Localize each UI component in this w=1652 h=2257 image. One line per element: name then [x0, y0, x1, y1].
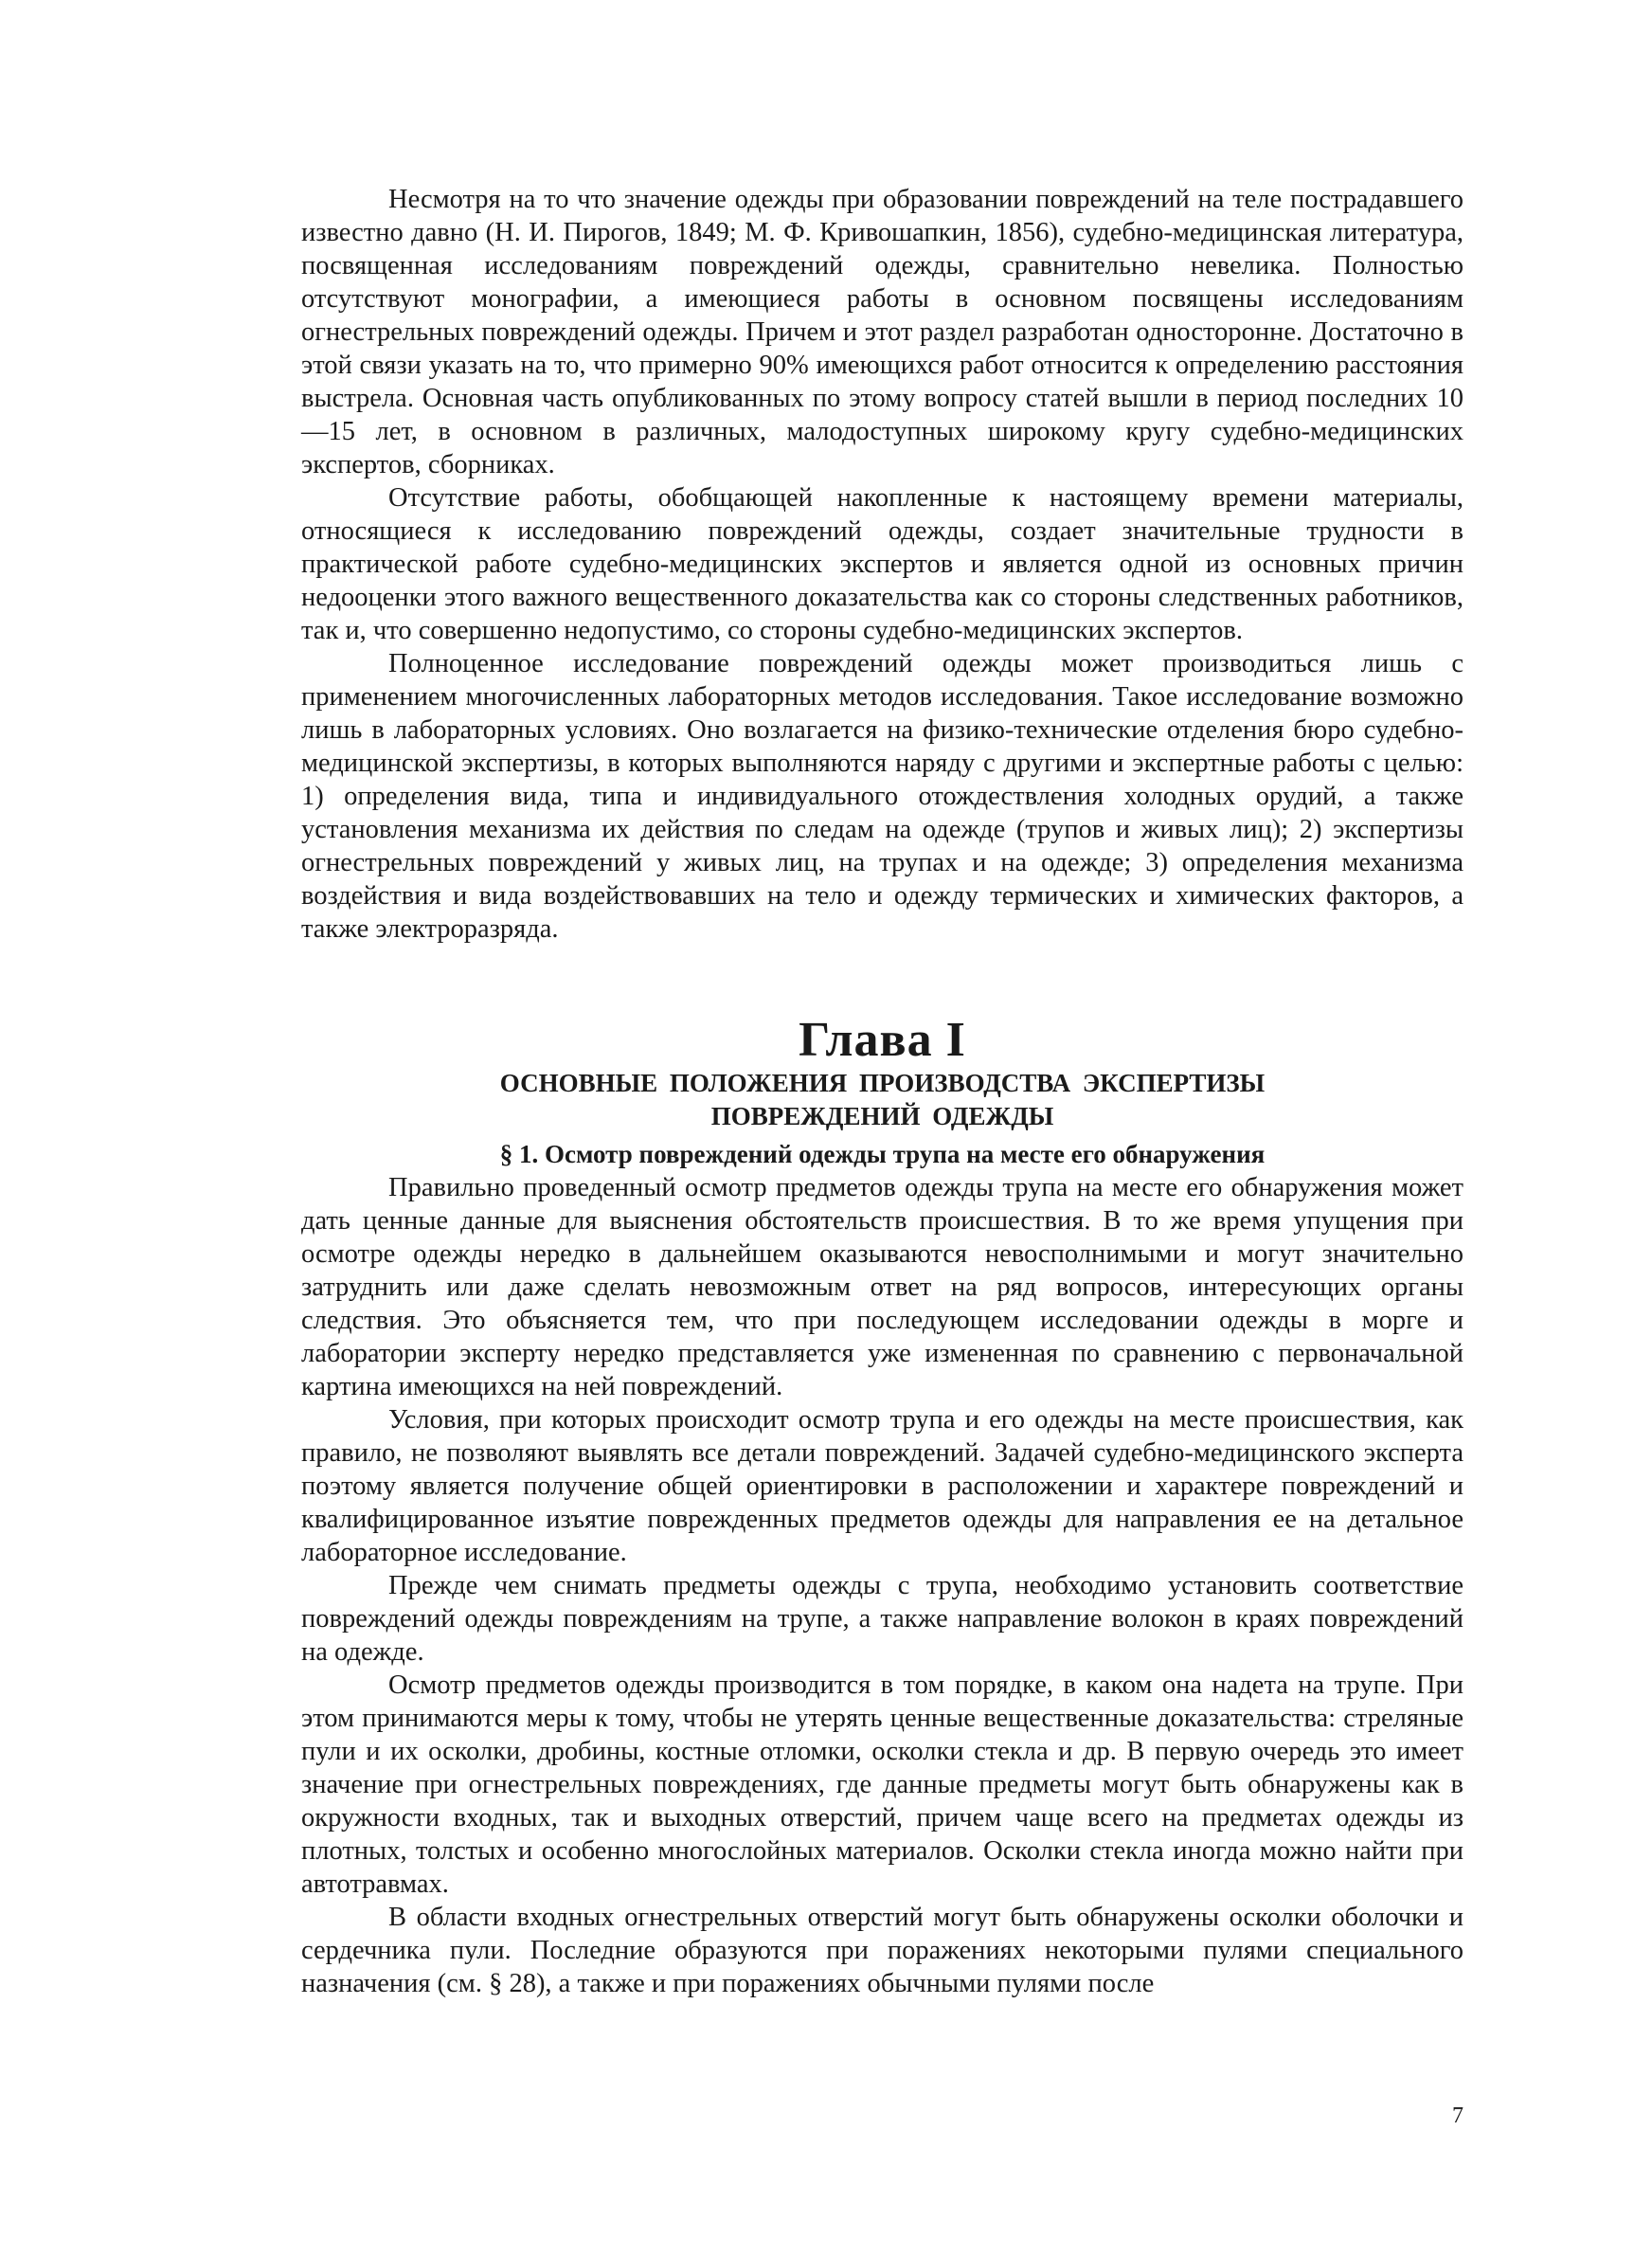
section-title: § 1. Осмотр повреждений одежды трупа на месте его обнаружения — [499, 1140, 1266, 1168]
intro-paragraph: Несмотря на то что значение одежды при образовании повреждений на теле пострадавшего известно давно (Н. И. Пирогов, 1849; М. Ф. Кривошапкин, 1856), судебно-медицинская литература, посвященная исследованиям повреждений одежды, сравнительно невелика. Полностью отсутствуют монографии, а имеющиеся работы в основном посвящены исследованиям огнестрельных повреждений одежды. Причем и этот раздел разработан односторонне. Достаточно в этой связи указать на то, что примерно 90% имеющихся работ относится к определению расстояния выстрела. Основная часть опубликованных по этому вопросу статей вышли в период последних 10—15 лет, в основном в различных, малодоступных широкому кругу судебно-медицинских экспертов, сборниках. — [301, 185, 1463, 479]
chapter-subtitle-line: ОСНОВНЫЕ ПОЛОЖЕНИЯ ПРОИЗВОДСТВА ЭКСПЕРТИЗЫ — [499, 1069, 1266, 1097]
section-paragraph: Осмотр предметов одежды производится в том порядке, в каком она надета на трупе. При этом принимаются меры к тому, чтобы не утерять ценные вещественные доказательства: стреляные пули и их осколки, дробины, костные отломки, осколки стекла и др. В первую очередь это имеет значение при огнестрельных повреждениях, где данные предметы могут быть обнаружены как в окружности входных, так и выходных отверстий, причем чаще всего на предметах одежды из плотных, толстых и особенно многослойных материалов. Осколки стекла иногда можно найти при автотравмах. — [301, 1670, 1463, 1899]
intro-paragraph: Отсутствие работы, обобщающей накопленные к настоящему времени материалы, относящиеся к исследованию повреждений одежды, создает значительные трудности в практической работе судебно-медицинских экспертов и является одной из основных причин недооценки этого важного вещественного доказательства как со стороны следственных работников, так и, что совершенно недопустимо, со стороны судебно-медицинских экспертов. — [301, 483, 1463, 645]
chapter-subtitle-line: ПОВРЕЖДЕНИЙ ОДЕЖДЫ — [710, 1102, 1054, 1130]
section-text — [301, 1171, 1463, 2000]
section-paragraph: Правильно проведенный осмотр предметов одежды трупа на месте его обнаружения может дать ценные данные для выяснения обстоятельств происшествия. В то же время упущения при осмотре одежды нередко в дальнейшем оказываются невосполнимыми и могут значительно затруднить или даже сделать невозможным ответ на ряд вопросов, интересующих органы следствия. Это объясняется тем, что при последующем исследовании одежды в морге и лаборатории эксперту нередко представляется уже измененная по сравнению с первоначальной картина имеющихся на ней повреждений. — [301, 1173, 1463, 1401]
page-number: 7 — [1452, 2104, 1463, 2128]
intro-text — [301, 183, 1463, 946]
intro-paragraph: Полноценное исследование повреждений одежды может производиться лишь с применением многочисленных лабораторных методов исследования. Такое исследование возможно лишь в лабораторных условиях. Оно возлагается на физико-технические отделения бюро судебно-медицинской экспертизы, в которых выполняются наряду с другими и экспертные работы с целью: 1) определения вида, типа и индивидуального отождествления холодных орудий, а также установления механизма их действия по следам на одежде (трупов и живых лиц); 2) экспертизы огнестрельных повреждений у живых лиц, на трупах и на одежде; 3) определения механизма воздействия и вида воздействовавших на тело и одежду термических и химических факторов, а также электроразряда. — [301, 649, 1463, 944]
section-paragraph: Условия, при которых происходит осмотр трупа и его одежды на месте происшествия, как правило, не позволяют выявлять все детали повреждений. Задачей судебно-медицинского эксперта поэтому является получение общей ориентировки в расположении и характере повреждений и квалифицированное изъятие поврежденных предметов одежды для направления ее на детальное лабораторное исследование. — [301, 1405, 1463, 1567]
chapter-title: Глава I — [799, 1013, 966, 1067]
chapter-subtitle — [301, 1067, 1463, 1133]
section-paragraph: Прежде чем снимать предметы одежды с трупа, необходимо установить соответствие повреждений одежды повреждениям на трупе, а также направление волокон в краях повреждений на одежде. — [301, 1571, 1463, 1667]
section-paragraph: В области входных огнестрельных отверстий могут быть обнаружены осколки оболочки и сердечника пули. Последние образуются при поражениях некоторыми пулями специального назначения (см. § 28), а также и при поражениях обычными пулями после — [301, 1903, 1463, 1998]
